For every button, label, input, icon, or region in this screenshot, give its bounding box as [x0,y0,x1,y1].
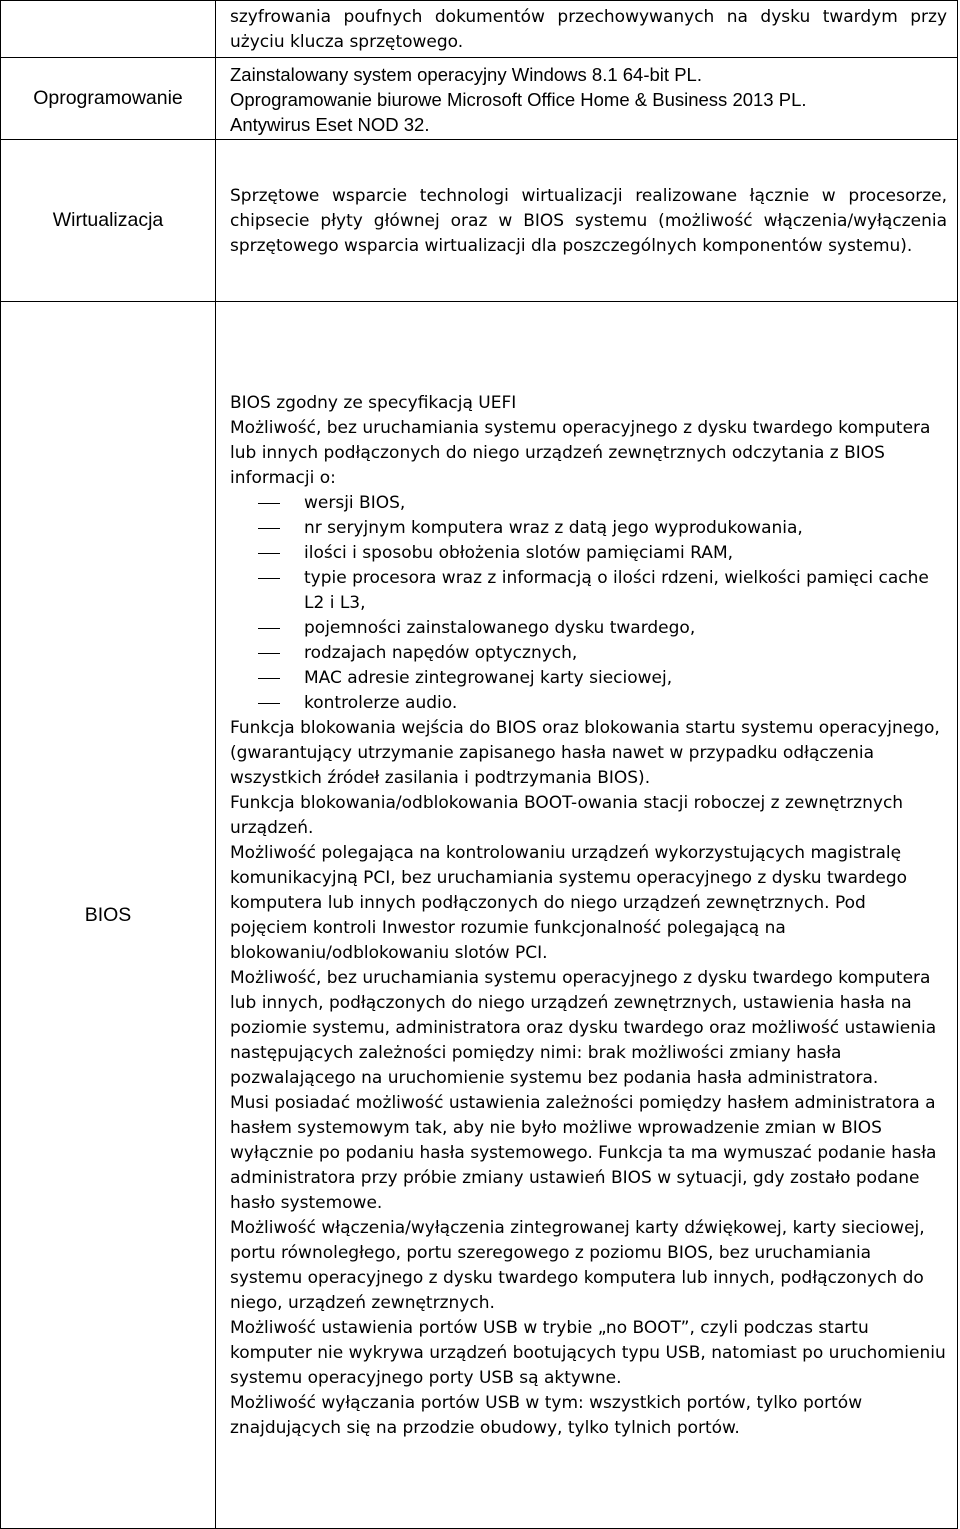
list-item [230,516,947,541]
dash-bullet-icon [258,678,280,679]
encryption-continuation-text: szyfrowania poufnych dokumentów przechowywanych na dysku twardym przy użyciu klucza sprzętowego. [230,7,947,52]
dash-bullet-icon [258,528,280,529]
bios-uefi-text: BIOS zgodny ze specyfikacją UEFI [230,393,517,413]
list-item-text: MAC adresie zintegrowanej karty sieciowej, [304,668,673,688]
row-label-software: Oprogramowanie [1,58,216,140]
row-label-empty [1,1,216,58]
bios-read-info-intro: Możliwość, bez uruchamiania systemu operacyjnego z dysku twardego komputera lub innych podłączonych do niego urządzeń zewnętrznych odczytania z BIOS informacji o: [230,418,931,488]
row-label-virtualization: Wirtualizacja [1,140,216,302]
dash-bullet-icon [258,553,280,554]
list-item [230,566,947,616]
table-row [1,140,958,302]
bios-info-list [230,491,947,716]
software-os-line: Zainstalowany system operacyjny Windows 8.1 64-bit PL. [230,64,702,85]
table-row [1,1,958,58]
bios-password-levels-paragraph: Możliwość, bez uruchamiania systemu operacyjnego z dysku twardego komputera lub innych, podłączonych do niego urządzeń zewnętrznych, ustawienia hasła na poziomie systemu, administratora oraz dysku twardego oraz możliwość ustawienia następujących zależności pomiędzy nimi: brak możliwości zmiany hasła pozwalającego na uruchomienie systemu bez podania hasła administratora. [230,968,937,1088]
software-antivirus-line: Antywirus Eset NOD 32. [230,114,430,135]
row-description [216,302,958,1529]
list-item-text: ilości i sposobu obłożenia slotów pamięciami RAM, [304,543,734,563]
dash-bullet-icon [258,578,280,579]
list-item-text: nr seryjnym komputera wraz z datą jego wyprodukowania, [304,518,803,538]
bios-usb-disable-paragraph: Możliwość wyłączania portów USB w tym: wszystkich portów, tylko portów znajdujących się na przodzie obudowy, tylko tylnich portów. [230,1393,863,1438]
bios-pci-control-paragraph: Możliwość polegająca na kontrolowaniu urządzeń wykorzystujących magistralę komunikacyjną PCI, bez uruchamiania systemu operacyjnego z dysku twardego komputera lub innych podłączonych do niego urządzeń zewnętrznych. Pod pojęciem kontroli Inwestor rozumie funkcjonalność polegającą na blokowaniu/odblokowaniu slotów PCI. [230,843,908,963]
list-item [230,641,947,666]
list-item-text: rodzajach napędów optycznych, [304,643,578,663]
dash-bullet-icon [258,628,280,629]
bios-usb-noboot-paragraph: Możliwość ustawienia portów USB w trybie „no BOOT”, czyli podczas startu komputer nie wykrywa urządzeń bootujących typu USB, natomiast po uruchomieniu systemu operacyjnego porty USB są aktywne. [230,1318,946,1388]
software-office-line: Oprogramowanie biurowe Microsoft Office Home & Business 2013 PL. [230,89,807,110]
list-item [230,691,947,716]
bios-boot-lock-paragraph: Funkcja blokowania/odblokowania BOOT-owania stacji roboczej z zewnętrznych urządzeń. [230,793,904,838]
table-row [1,302,958,1529]
list-item-text: wersji BIOS, [304,493,406,513]
bios-integrated-devices-paragraph: Możliwość włączenia/wyłączenia zintegrowanej karty dźwiękowej, karty sieciowej, portu równoległego, portu szeregowego z poziomu BIOS, bez uruchamiania systemu operacyjnego z dysku twardego komputera lub innych, podłączonych do niego, urządzeń zewnętrznych. [230,1218,925,1313]
dash-bullet-icon [258,503,280,504]
list-item-text: pojemności zainstalowanego dysku twardego, [304,618,696,638]
list-item [230,541,947,566]
row-description [216,58,958,140]
bios-admin-password-paragraph: Musi posiadać możliwość ustawienia zależności pomiędzy hasłem administratora a hasłem systemowym tak, aby nie było możliwe wprowadzenie zmian w BIOS wyłącznie po podaniu hasła systemowego. Funkcja ta ma wymuszać podanie hasła administratora przy próbie zmiany ustawień BIOS w sytuacji, gdy zostało podane hasło systemowe. [230,1093,937,1213]
list-item [230,666,947,691]
table-row [1,58,958,140]
row-description [216,1,958,58]
list-item [230,491,947,516]
list-item-text: kontrolerze audio. [304,693,458,713]
virtualization-text: Sprzętowe wsparcie technologi wirtualizacji realizowane łącznie w procesorze, chipsecie płyty głównej oraz w BIOS systemu (możliwość włączenia/wyłączenia sprzętowego wsparcia wirtualizacji dla poszczególnych komponentów systemu). [230,186,947,256]
dash-bullet-icon [258,703,280,704]
bios-password-lock-paragraph: Funkcja blokowania wejścia do BIOS oraz blokowania startu systemu operacyjnego, (gwarantujący utrzymanie zapisanego hasła nawet w przypadku odłączenia wszystkich źródeł zasilania i podtrzymania BIOS). [230,718,940,788]
list-item-text: typie procesora wraz z informacją o ilości rdzeni, wielkości pamięci cache L2 i L3, [304,568,929,613]
row-label-bios: BIOS [1,302,216,1529]
dash-bullet-icon [258,653,280,654]
list-item [230,616,947,641]
row-description [216,140,958,302]
